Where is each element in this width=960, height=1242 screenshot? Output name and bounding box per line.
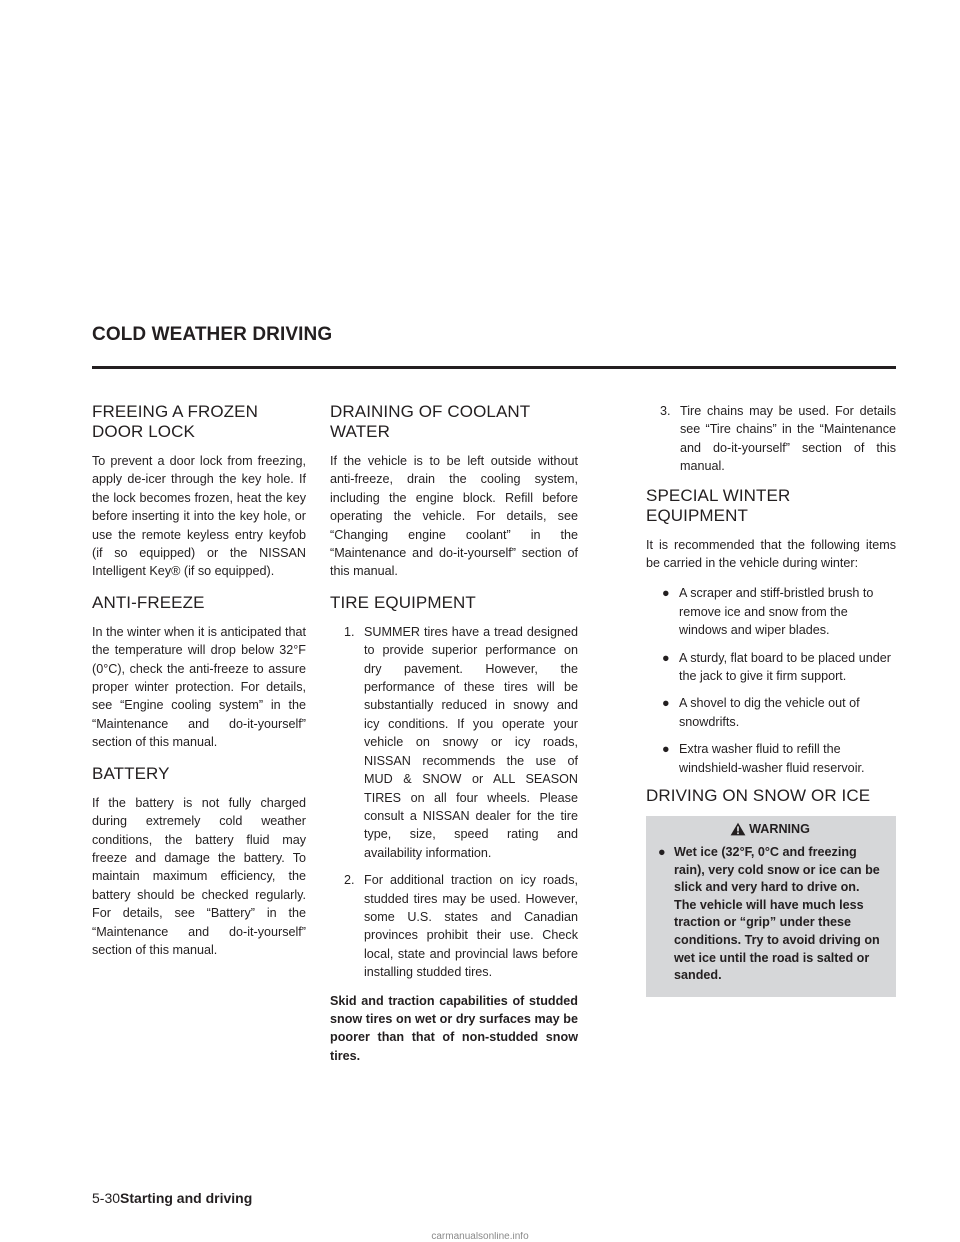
text-coolant: If the vehicle is to be left outside without anti-freeze, drain the cooling system, including the engine block. Refill before operating the vehicle. For details, see “Changing engine coolant” in the “Maintenance and do-it-yourself” section of this manual. bbox=[330, 454, 578, 579]
warning-item bbox=[658, 844, 882, 985]
warning-triangle-icon bbox=[730, 822, 746, 836]
list-item bbox=[646, 694, 896, 731]
text-frozen-lock: To prevent a door lock from freezing, apply de-icer through the key hole. If the lock becomes frozen, heat the key before inserting it into the key hole, or use the remote keyless entry keyfob (if so equipped) or the NISSAN Intelligent Key® (if so equipped). bbox=[92, 454, 306, 579]
heading-frozen-lock: FREEING A FROZEN DOOR LOCK bbox=[92, 402, 258, 441]
list-item bbox=[646, 402, 896, 476]
bullet-icon: ● bbox=[662, 586, 670, 601]
list-item-text: SUMMER tires have a tread designed to provide superior performance on dry pavement. However, the performance of these tires will be substantially reduced in snowy and icy conditions. If you operate your vehicle on snowy or icy roads, NISSAN recommends the use of MUD & SNOW or ALL SEASON TIRES on all four wheels. Please consult a NISSAN dealer for the tire type, size, speed rating and availability information. bbox=[364, 624, 578, 860]
list-item bbox=[646, 740, 896, 777]
bullet-icon: ● bbox=[662, 742, 670, 757]
bullet-icon: ● bbox=[658, 845, 666, 860]
heading-winter-equipment: SPECIAL WINTER EQUIPMENT bbox=[646, 485, 791, 525]
list-item-text: Tire chains may be used. For details see “Tire chains” in the “Maintenance and do-it-yourself” section of this manual. bbox=[680, 404, 896, 474]
list-item-text: For additional traction on icy roads, studded tires may be used. However, some U.S. states and Canadian provinces prohibit their use. Check local, state and provincial laws before installing studded tires. bbox=[364, 873, 578, 980]
section-title: COLD WEATHER DRIVING bbox=[92, 324, 333, 345]
page-number: 5-30 bbox=[92, 1190, 121, 1206]
bullet-icon: ● bbox=[662, 650, 670, 665]
page-footer bbox=[92, 1190, 252, 1206]
list-number: 2. bbox=[344, 873, 355, 888]
list-item-text: A scraper and stiff-bristled brush to remove ice and snow from the windows and wiper blades. bbox=[679, 586, 874, 638]
text-battery: If the battery is not fully charged during extremely cold weather conditions, the battery fluid may freeze and damage the battery. To maintain maximum efficiency, the battery should be checked regularly. For details, see “Battery” in the “Maintenance and do-it-yourself” section of this manual. bbox=[92, 795, 306, 957]
column-3 bbox=[646, 402, 896, 997]
list-item bbox=[330, 623, 578, 862]
heading-coolant: DRAINING OF COOLANT WATER bbox=[330, 402, 530, 441]
heading-snow-ice: DRIVING ON SNOW OR ICE bbox=[646, 786, 871, 806]
column-1 bbox=[92, 402, 306, 971]
studded-tires-note: Skid and traction capabilities of studded snow tires on wet or dry surfaces may be poorer than that of non-studded snow tires. bbox=[330, 993, 578, 1063]
warning-text: Wet ice (32°F, 0°C and freezing rain), very cold snow or ice can be slick and very hard to drive on. The vehicle will have much less traction or “grip” under these conditions. Try to avoid driving on wet ice until the road is salted or sanded. bbox=[674, 845, 880, 983]
heading-anti-freeze: ANTI-FREEZE bbox=[92, 592, 205, 612]
section-rule bbox=[92, 366, 896, 369]
warning-header bbox=[658, 822, 882, 836]
list-number: 1. bbox=[344, 624, 355, 639]
heading-battery: BATTERY bbox=[92, 763, 170, 783]
list-item bbox=[646, 584, 896, 639]
list-item-text: A shovel to dig the vehicle out of snowdrifts. bbox=[679, 696, 860, 729]
tire-list bbox=[330, 623, 578, 982]
watermark: carmanualsonline.info bbox=[431, 1232, 529, 1242]
warning-box bbox=[646, 816, 896, 997]
winter-equipment-list bbox=[646, 584, 896, 777]
list-item bbox=[330, 871, 578, 981]
text-winter-intro: It is recommended that the following items be carried in the vehicle during winter: bbox=[646, 537, 896, 571]
tire-list-continued bbox=[646, 402, 896, 476]
list-item-text: A sturdy, flat board to be placed under the jack to give it firm support. bbox=[679, 650, 891, 684]
text-anti-freeze: In the winter when it is anticipated that the temperature will drop below 32°F (0°C), check the anti-freeze to assure proper winter protection. For details, see “Engine cooling system” in the “Maintenance and do-it-yourself” section of this manual. bbox=[92, 624, 306, 750]
list-item-text: Extra washer fluid to refill the windshield-washer fluid reservoir. bbox=[679, 742, 865, 775]
list-item bbox=[646, 649, 896, 686]
chapter-title: Starting and driving bbox=[120, 1190, 253, 1206]
heading-tire-equipment: TIRE EQUIPMENT bbox=[330, 592, 476, 612]
list-number: 3. bbox=[660, 404, 671, 418]
column-2 bbox=[330, 402, 578, 1077]
warning-label: WARNING bbox=[749, 822, 810, 837]
bullet-icon: ● bbox=[662, 696, 670, 711]
